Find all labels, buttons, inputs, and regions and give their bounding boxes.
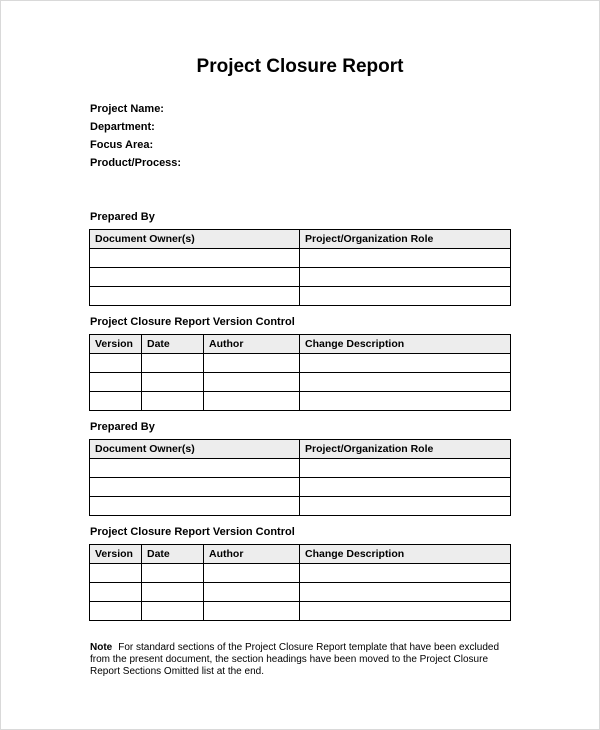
table-cell[interactable] — [90, 354, 142, 373]
prepared-by-table-2 — [89, 439, 511, 516]
table-row — [90, 354, 511, 373]
table-row — [90, 564, 511, 583]
table-row — [90, 268, 511, 287]
table-cell[interactable] — [300, 373, 511, 392]
table-cell[interactable] — [90, 478, 300, 497]
prepared-by-label-2: Prepared By — [90, 421, 155, 433]
header-version: Version — [90, 545, 142, 564]
table-row — [90, 287, 511, 306]
header-author: Author — [204, 545, 300, 564]
table-cell[interactable] — [300, 249, 511, 268]
table-cell[interactable] — [90, 583, 142, 602]
header-change-description: Change Description — [300, 335, 511, 354]
table-cell[interactable] — [142, 373, 204, 392]
header-document-owners: Document Owner(s) — [90, 230, 300, 249]
header-date: Date — [142, 545, 204, 564]
table-cell[interactable] — [204, 583, 300, 602]
page-title: Project Closure Report — [196, 56, 404, 77]
header-role: Project/Organization Role — [300, 230, 511, 249]
field-product-process: Product/Process: — [90, 157, 182, 169]
header-document-owners: Document Owner(s) — [90, 440, 300, 459]
table-cell[interactable] — [90, 564, 142, 583]
table-cell[interactable] — [300, 583, 511, 602]
table-cell[interactable] — [300, 287, 511, 306]
table-cell[interactable] — [204, 373, 300, 392]
table-row — [90, 583, 511, 602]
table-cell[interactable] — [204, 602, 300, 621]
table-cell[interactable] — [142, 354, 204, 373]
table-cell[interactable] — [204, 354, 300, 373]
field-focus-area: Focus Area: — [90, 139, 154, 151]
table-row — [90, 497, 511, 516]
note-label: Note — [90, 642, 113, 653]
prepared-by-table-1 — [89, 229, 511, 306]
table-cell[interactable] — [300, 564, 511, 583]
header-date: Date — [142, 335, 204, 354]
table-cell[interactable] — [90, 287, 300, 306]
table-cell[interactable] — [204, 392, 300, 411]
table-cell[interactable] — [142, 564, 204, 583]
version-control-label-2: Project Closure Report Version Control — [90, 526, 295, 538]
table-row — [90, 602, 511, 621]
field-department: Department: — [90, 121, 155, 133]
header-role: Project/Organization Role — [300, 440, 511, 459]
table-cell[interactable] — [142, 392, 204, 411]
table-row — [90, 249, 511, 268]
table-cell[interactable] — [90, 392, 142, 411]
table-cell[interactable] — [90, 373, 142, 392]
table-cell[interactable] — [300, 478, 511, 497]
prepared-by-label-1: Prepared By — [90, 211, 155, 223]
header-version: Version — [90, 335, 142, 354]
table-row — [90, 392, 511, 411]
table-cell[interactable] — [90, 497, 300, 516]
table-cell[interactable] — [300, 602, 511, 621]
table-cell[interactable] — [142, 583, 204, 602]
table-cell[interactable] — [90, 268, 300, 287]
note-paragraph — [90, 642, 520, 678]
version-control-table-2 — [89, 544, 511, 621]
table-cell[interactable] — [300, 459, 511, 478]
table-row — [90, 459, 511, 478]
table-cell[interactable] — [90, 459, 300, 478]
table-cell[interactable] — [300, 392, 511, 411]
table-cell[interactable] — [90, 602, 142, 621]
note-text: For standard sections of the Project Closure Report template that have been excluded from the present document, the section headings have been moved to the Project Closure Report Sections Omitted list at the end. — [90, 642, 500, 677]
table-cell[interactable] — [300, 497, 511, 516]
field-project-name: Project Name: — [90, 103, 164, 115]
project-fields — [90, 102, 181, 174]
table-row — [90, 478, 511, 497]
table-cell[interactable] — [300, 268, 511, 287]
table-row — [90, 373, 511, 392]
table-cell[interactable] — [204, 564, 300, 583]
header-change-description: Change Description — [300, 545, 511, 564]
version-control-label-1: Project Closure Report Version Control — [90, 316, 295, 328]
header-author: Author — [204, 335, 300, 354]
table-cell[interactable] — [142, 602, 204, 621]
table-cell[interactable] — [300, 354, 511, 373]
version-control-table-1 — [89, 334, 511, 411]
table-cell[interactable] — [90, 249, 300, 268]
